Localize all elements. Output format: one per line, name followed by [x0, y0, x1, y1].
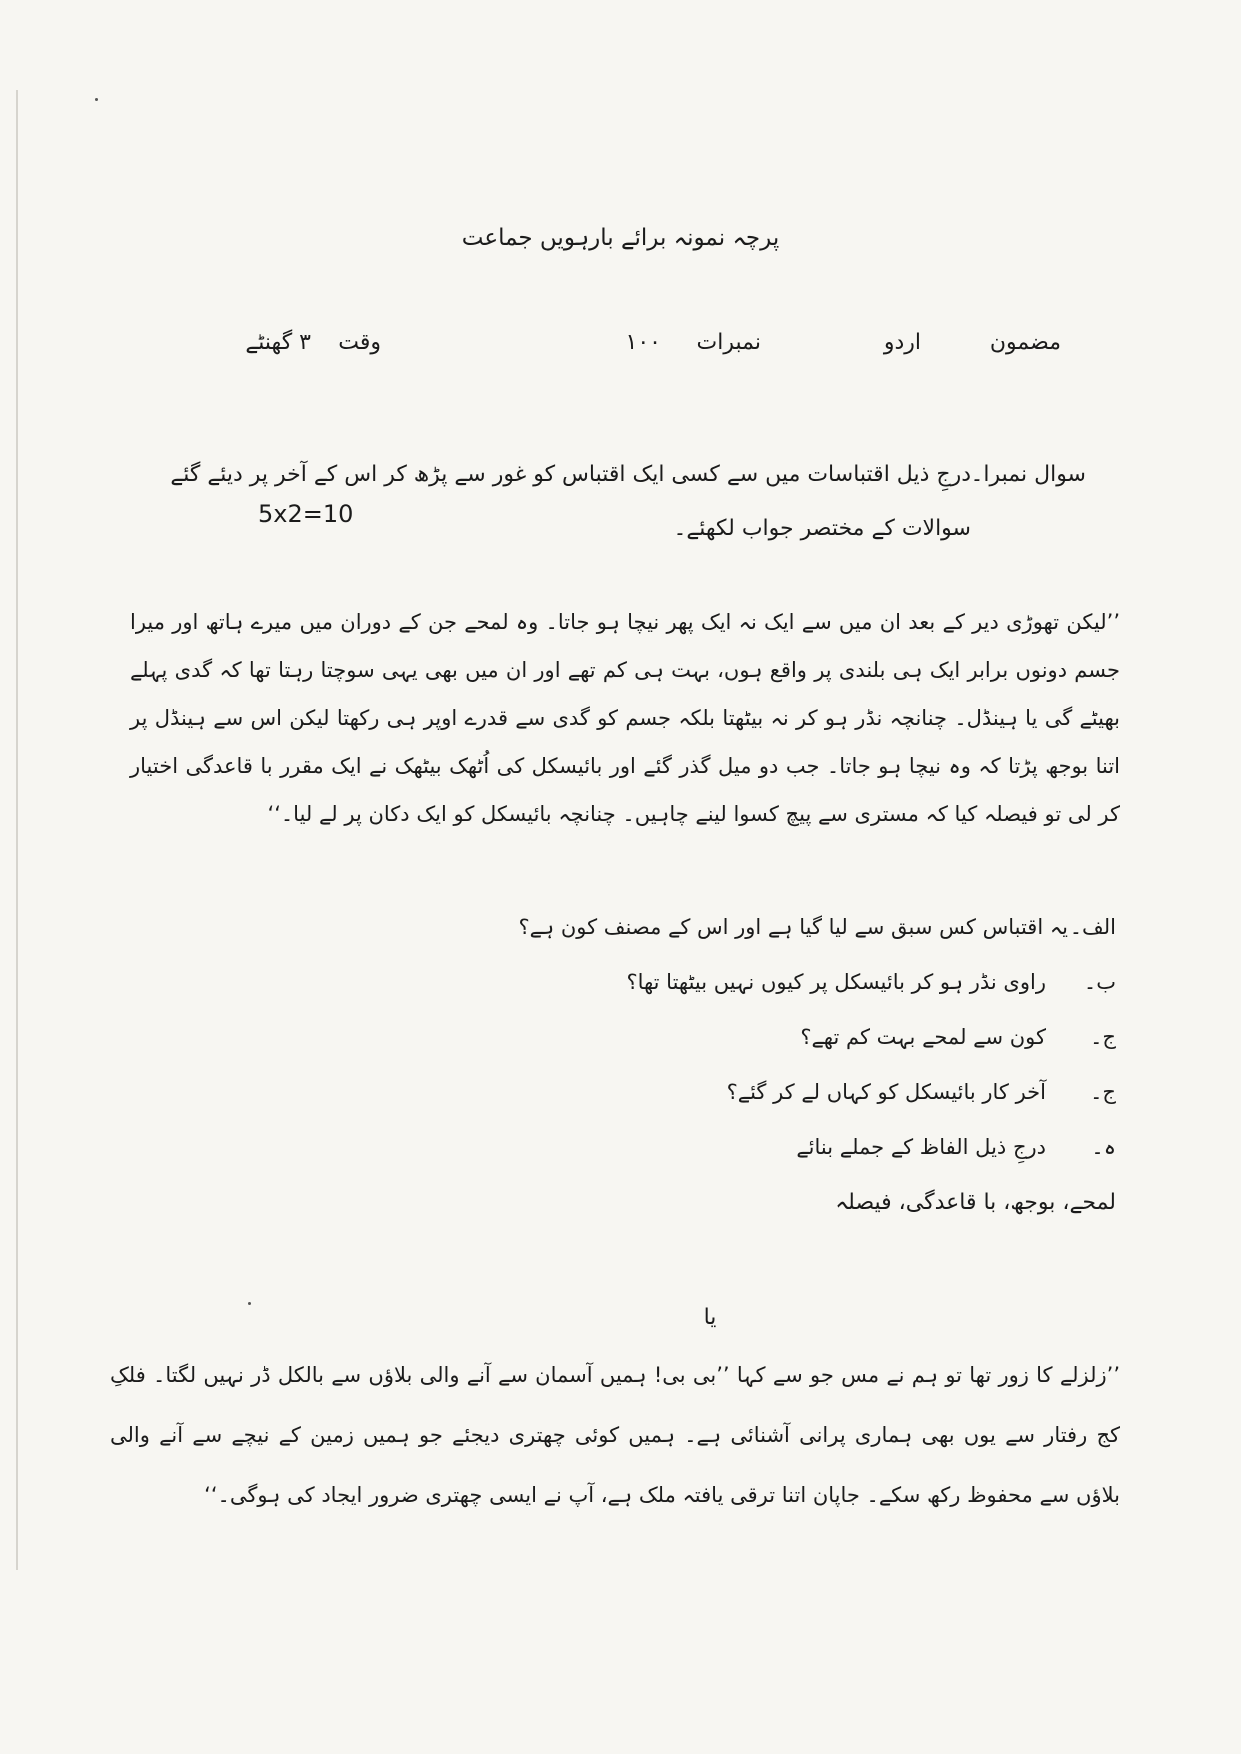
sub-question	[396, 1025, 1116, 1080]
sub-question-text: درجِ ذیل الفاظ کے جملے بنائے	[796, 1135, 1046, 1159]
time-label: وقت	[338, 330, 381, 355]
passage-1: ’’لیکن تھوڑی دیر کے بعد ان میں سے ایک نہ ایک پھر نیچا ہو جاتا۔ وہ لمحے جن کے دوران میں میرے ہاتھ اور میرا جسم دونوں برابر ایک ہی بلندی پر واقع ہوں، بہت ہی کم تھے اور ان میں بھی یہی سوچتا رہتا تھا کہ گدی پہلے بھیٹے گی یا ہینڈل۔ چنانچہ نڈر ہو کر نہ بیٹھتا بلکہ جسم کو گدی سے قدرے اوپر ہی رکھتا لیکن اس سے ہینڈل پر اتنا بوجھ پڑتا کہ وہ نیچا ہو جاتا۔ جب دو میل گذر گئے اور بائیسکل کی اُٹھک بیٹھک نے ایک مقرر با قاعدگی اختیار کر لی تو فیصلہ کیا کہ مستری سے پیچ کسوا لینے چاہیں۔ چنانچہ بائیسکل کو ایک دکان پر لے لیا۔‘‘	[130, 610, 1120, 826]
scan-edge-line	[16, 90, 18, 1570]
passage-2: ’’زلزلے کا زور تھا تو ہم نے مس جو سے کہا ’’بی بی! ہمیں آسمان سے آنے والی بلاؤں سے بالکل ڈر نہیں لگتا۔ فلکِ کج رفتار سے یوں بھی ہماری پرانی آشنائی ہے۔ ہمیں کوئی چھتری دیجئے جو ہمیں زمین کے نیچے سے آنے والی بلاؤں سے محفوظ رکھ سکے۔ جاپان اتنا ترقی یافتہ ملک ہے، آپ نے ایسی چھتری ضرور ایجاد کی ہوگی۔‘‘	[110, 1363, 1120, 1507]
sub-question	[396, 1135, 1116, 1190]
subject-value: اردو	[883, 330, 921, 355]
subject-label: مضمون	[989, 330, 1061, 355]
sub-question-letter: الف۔	[1069, 915, 1116, 939]
paper-title: پرچہ نمونہ برائے بارہویں جماعت	[461, 225, 780, 251]
sub-question	[396, 1080, 1116, 1135]
sub-question-letter: ج۔	[1090, 1080, 1116, 1104]
scan-speck	[95, 98, 98, 101]
sub-question-letter: ج۔	[1090, 1025, 1116, 1049]
sub-question-letter: ہ۔	[1091, 1135, 1116, 1159]
sub-question-text: یہ اقتباس کس سبق سے لیا گیا ہے اور اس کے مصنف کون ہے؟	[518, 915, 1068, 939]
sub-question-text: آخر کار بائیسکل کو کہاں لے کر گئے؟	[726, 1080, 1046, 1104]
sub-question-text: راوی نڈر ہو کر بائیسکل پر کیوں نہیں بیٹھتا تھا؟	[626, 970, 1046, 994]
marks-label: نمبرات	[696, 330, 761, 355]
vocab-words: لمحے، بوجھ، با قاعدگی، فیصلہ	[835, 1190, 1116, 1215]
scan-speck	[248, 1302, 251, 1305]
or-separator: یا	[703, 1305, 717, 1330]
vocab-words-row	[396, 1190, 1116, 1245]
sub-questions-list	[396, 915, 1116, 1245]
question-marks: 5x2=10	[258, 500, 354, 528]
sub-question-text: کون سے لمحے بہت کم تھے؟	[800, 1025, 1046, 1049]
paper-meta-row	[220, 330, 1061, 370]
sub-question	[396, 970, 1116, 1025]
marks-value: ۱۰۰	[625, 330, 661, 355]
sub-question-letter: ب۔	[1083, 970, 1116, 994]
time-value: ۳ گھنٹے	[245, 330, 311, 355]
question-instruction: درجِ ذیل اقتباسات میں سے کسی ایک اقتباس کو غور سے پڑھ کر اس کے آخر پر دیئے گئے سوالات کے مختصر جواب لکھئے۔	[170, 462, 971, 541]
sub-question	[396, 915, 1116, 970]
question-number: سوال نمبرا۔	[970, 462, 1086, 487]
